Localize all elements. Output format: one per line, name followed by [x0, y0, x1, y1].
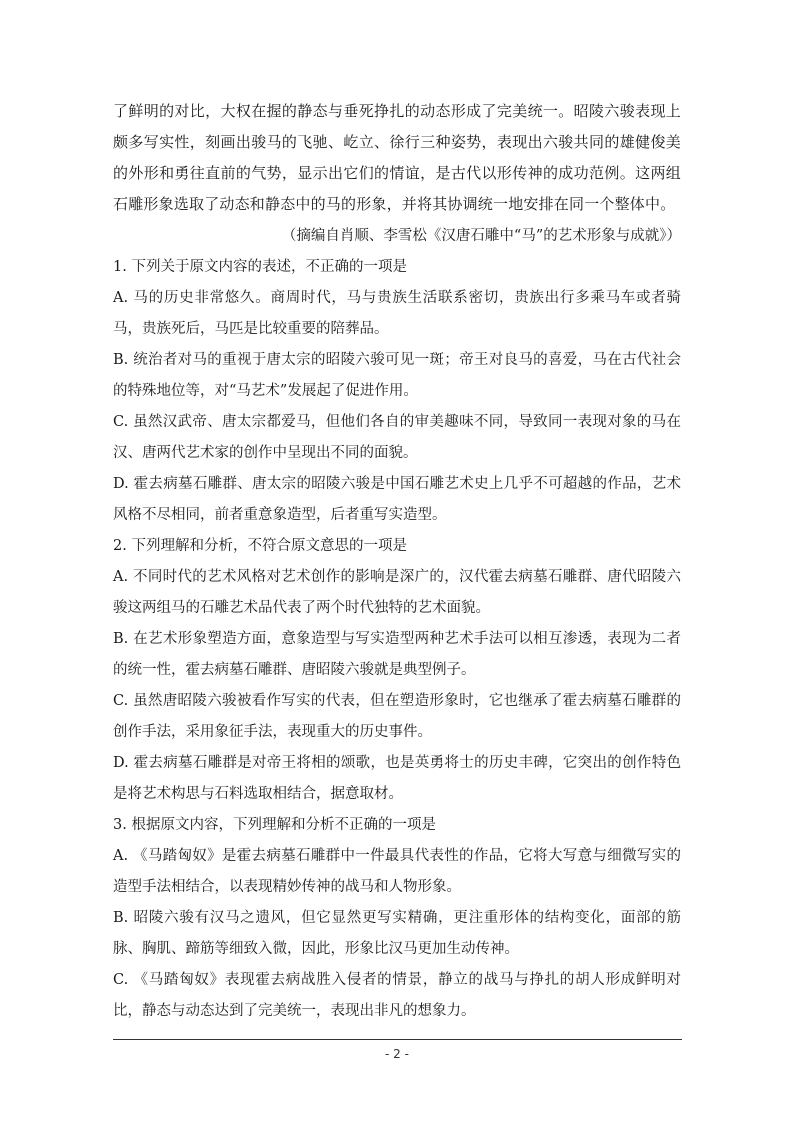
option-a: A. 马的历史非常悠久。商周时代，马与贵族生活联系密切，贵族出行多乘马车或者骑马，贵族死后，马匹是比较重要的陪葬品。 [113, 290, 681, 337]
question-stem: 2. 下列理解和分析，不符合原文意思的一项是 [113, 538, 407, 554]
footer-divider [113, 1039, 682, 1040]
option-c: C. 虽然唐昭陵六骏被看作写实的代表，但在塑造形象时，它也继承了霍去病墓石雕群的创作手法，采用象征手法，表现重大的历史事件。 [113, 693, 681, 740]
option-d: D. 霍去病墓石雕群是对帝王将相的颂歌，也是英勇将士的历史丰碑，它突出的创作特色是将艺术构思与石料选取相结合，据意取材。 [113, 755, 681, 802]
question-3 [113, 810, 681, 1027]
page-content [113, 96, 681, 1027]
passage-paragraph: 了鲜明的对比，大权在握的静态与垂死挣扎的动态形成了完美统一。昭陵六骏表现上颇多写实性，刻画出骏马的飞驰、屹立、徐行三种姿势，表现出六骏共同的雄健俊美的外形和勇往直前的气势，显示出它们的情谊，是古代以形传神的成功范例。这两组石雕形象选取了动态和静态中的马的形象，并将其协调统一地安排在同一个整体中。 [113, 102, 681, 213]
option-b: B. 在艺术形象塑造方面，意象造型与写实造型两种艺术手法可以相互渗透，表现为二者的统一性，霍去病墓石雕群、唐昭陵六骏就是典型例子。 [113, 631, 681, 678]
option-c: C. 《马踏匈奴》表现霍去病战胜入侵者的情景，静立的战马与挣扎的胡人形成鲜明对比，静态与动态达到了完美统一，表现出非凡的想象力。 [113, 972, 681, 1019]
option-c: C. 虽然汉武帝、唐太宗都爱马，但他们各自的审美趣味不同，导致同一表现对象的马在汉、唐两代艺术家的创作中呈现出不同的面貌。 [113, 414, 681, 461]
option-a: A. 不同时代的艺术风格对艺术创作的影响是深广的，汉代霍去病墓石雕群、唐代昭陵六骏这两组马的石雕艺术品代表了两个时代独特的艺术面貌。 [113, 569, 681, 616]
question-stem: 1. 下列关于原文内容的表述，不正确的一项是 [113, 259, 407, 275]
passage-source: （摘编自肖顺、李雪松《汉唐石雕中“马”的艺术形象与成就》） [281, 228, 681, 244]
option-b: B. 统治者对马的重视于唐太宗的昭陵六骏可见一斑；帝王对良马的喜爱，马在古代社会的特殊地位等，对“马艺术”发展起了促进作用。 [113, 352, 681, 399]
question-1 [113, 252, 681, 531]
option-d: D. 霍去病墓石雕群、唐太宗的昭陵六骏是中国石雕艺术史上几乎不可超越的作品，艺术风格不尽相同，前者重意象造型，后者重写实造型。 [113, 476, 681, 523]
option-a: A. 《马踏匈奴》是霍去病墓石雕群中一件最具代表性的作品，它将大写意与细微写实的造型手法相结合，以表现精妙传神的战马和人物形象。 [113, 848, 681, 895]
option-b: B. 昭陵六骏有汉马之遗风，但它显然更写实精确，更注重形体的结构变化，面部的筋脉、胸肌、蹄筋等细致入微，因此，形象比汉马更加生动传神。 [113, 910, 681, 957]
page-number: - 2 - [385, 1047, 409, 1061]
question-2 [113, 531, 681, 810]
question-stem: 3. 根据原文内容，下列理解和分析不正确的一项是 [113, 817, 436, 833]
